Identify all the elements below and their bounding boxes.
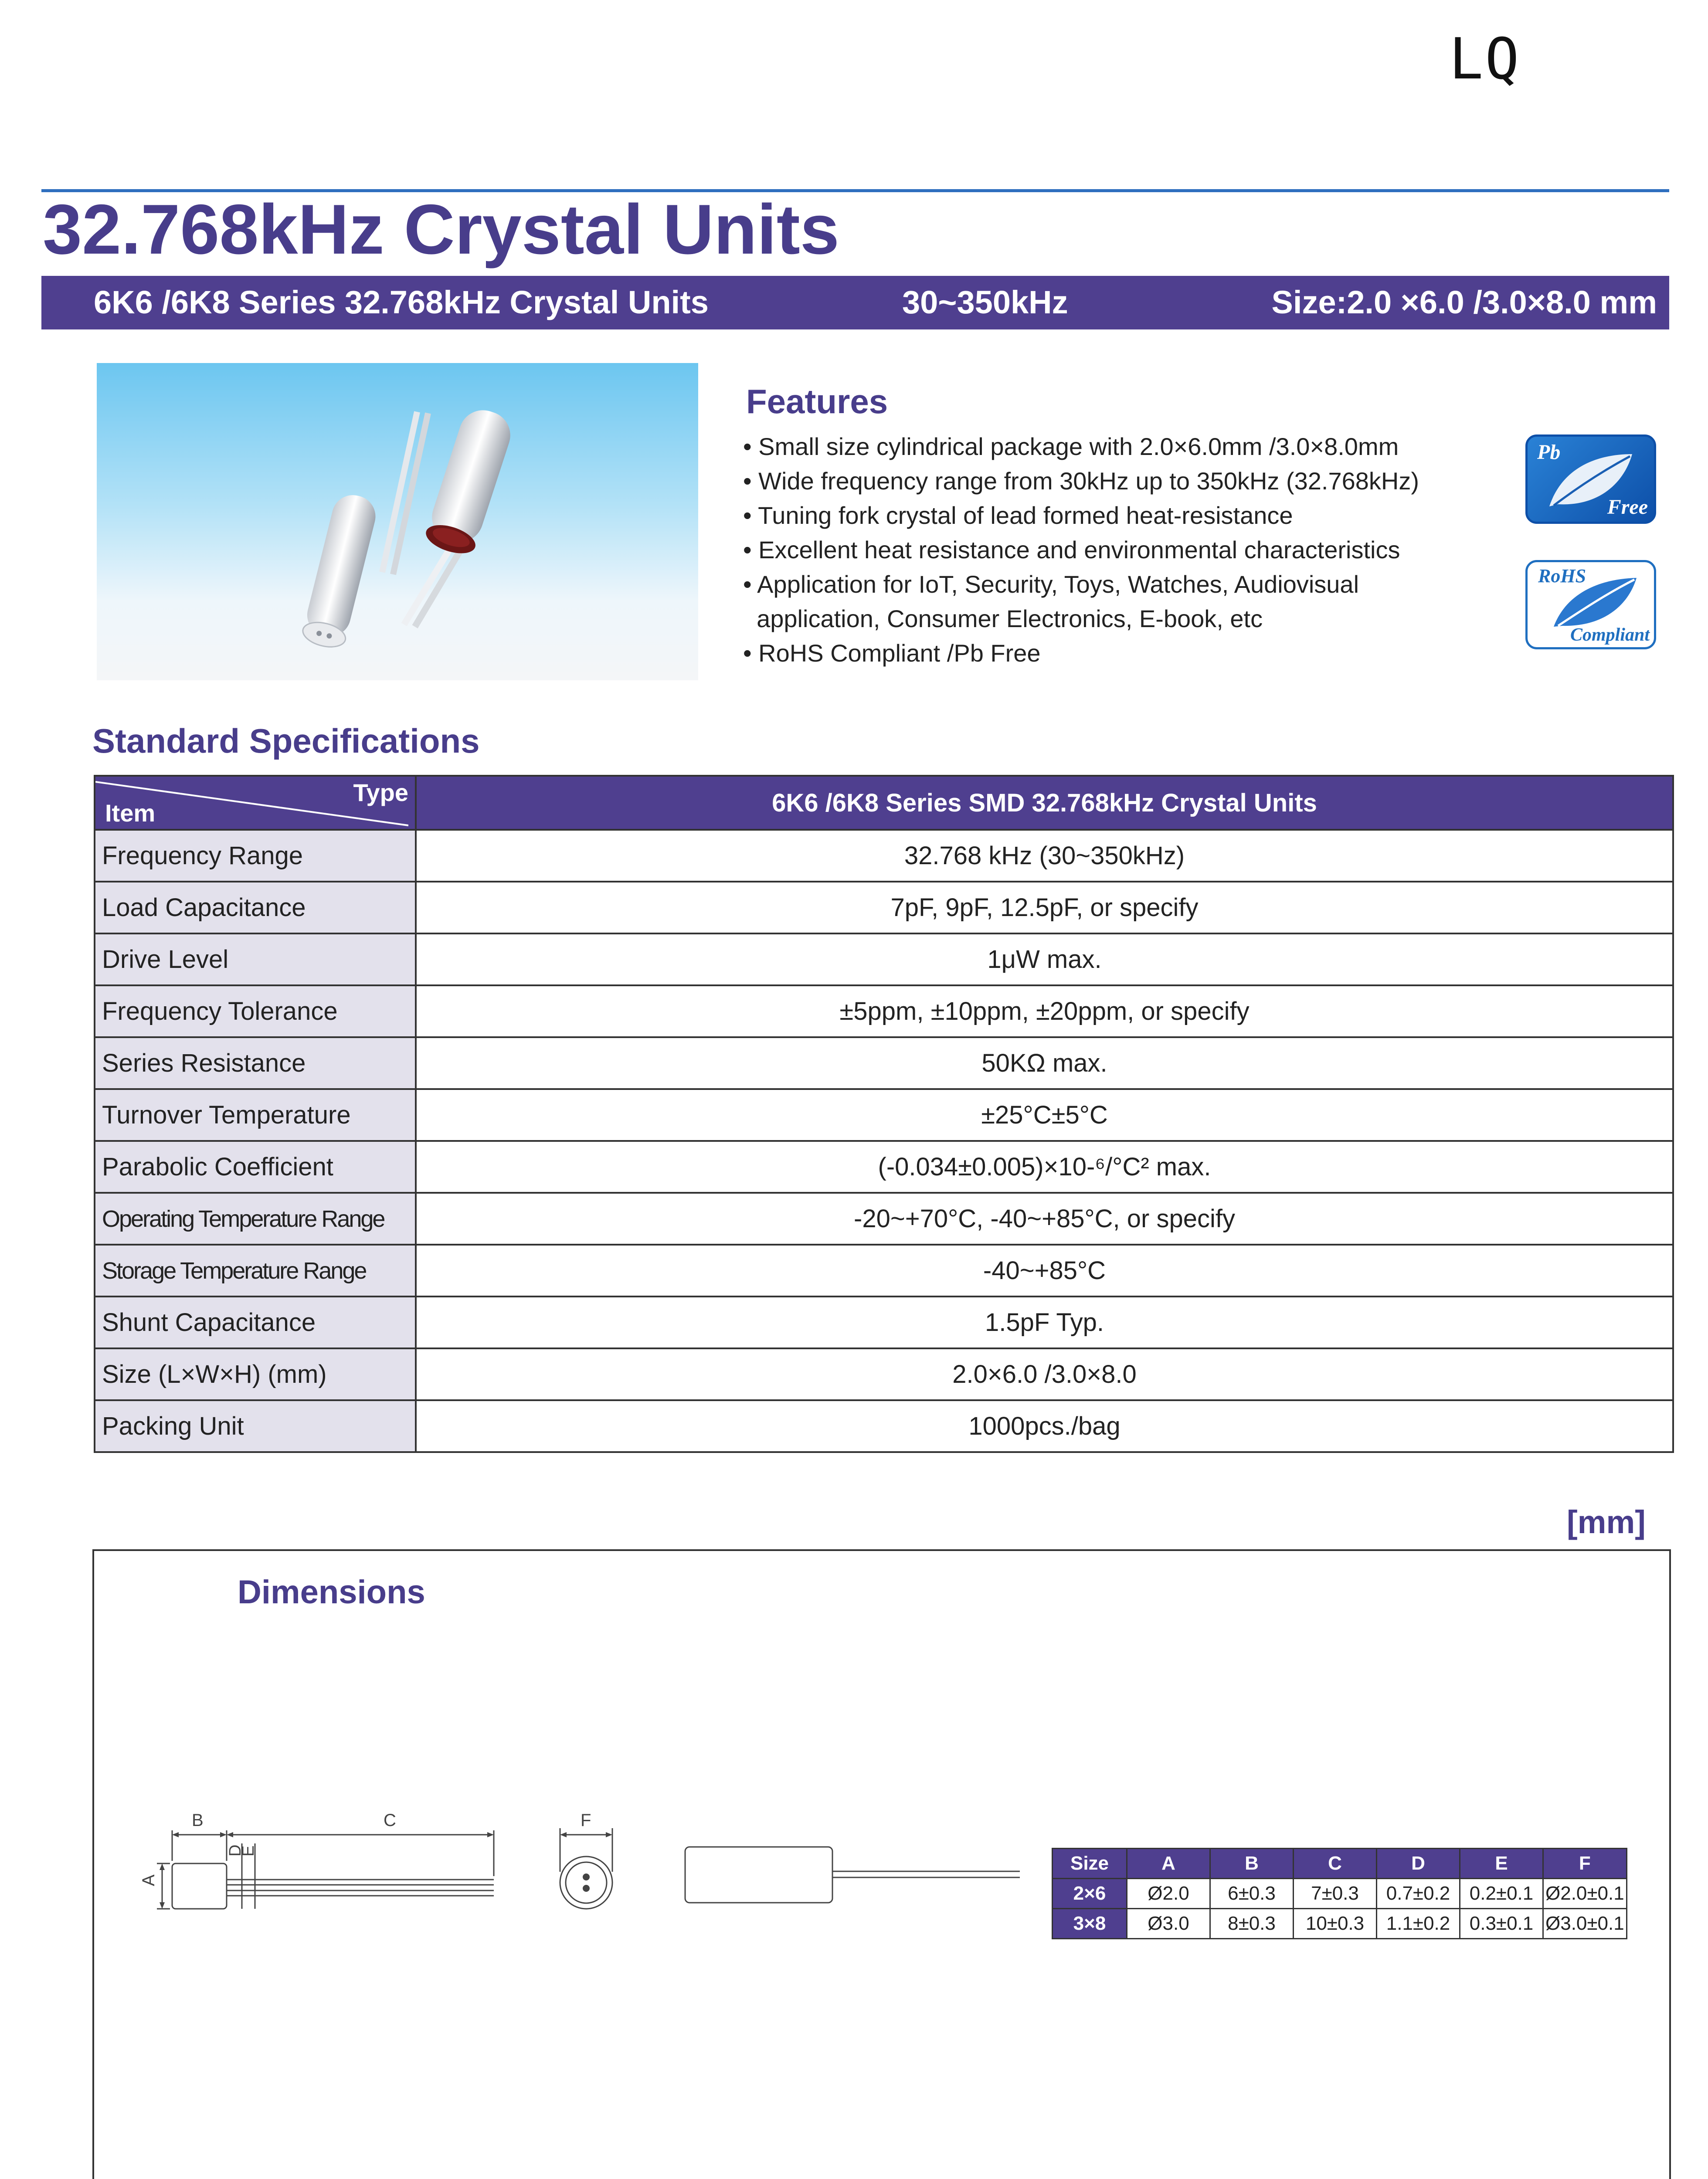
dim-header-row <box>1053 1849 1627 1879</box>
table-row <box>95 882 1673 933</box>
table-row <box>1053 1909 1627 1939</box>
dim-cell: 8±0.3 <box>1210 1909 1294 1939</box>
dim-label-b: B <box>192 1811 204 1830</box>
spec-item: Size (L×W×H) (mm) <box>95 1348 416 1400</box>
feature-item: • RoHS Compliant /Pb Free <box>743 636 1506 670</box>
spec-item: Load Capacitance <box>95 882 416 933</box>
spec-item: Shunt Capacitance <box>95 1297 416 1348</box>
spec-value: ±5ppm, ±10ppm, ±20ppm, or specify <box>416 985 1673 1037</box>
page-title: 32.768kHz Crystal Units <box>43 190 839 269</box>
pb-free-top: Pb <box>1537 441 1561 464</box>
band-series: 6K6 /6K8 Series 32.768kHz Crystal Units <box>94 284 709 320</box>
feature-item: • Excellent heat resistance and environmental characteristics <box>743 533 1506 567</box>
dim-cell: 0.7±0.2 <box>1377 1879 1460 1909</box>
dim-cell: 6±0.3 <box>1210 1879 1294 1909</box>
dimensions-heading: Dimensions <box>238 1574 425 1611</box>
spec-value: 1000pcs./bag <box>416 1400 1673 1452</box>
dim-header-cell: E <box>1460 1849 1543 1879</box>
rohs-top: RoHS <box>1538 565 1586 587</box>
spec-value: 32.768 kHz (30~350kHz) <box>416 830 1673 882</box>
spec-value: (-0.034±0.005)×10-⁶/°C² max. <box>416 1141 1673 1193</box>
spec-value: ±25°C±5°C <box>416 1089 1673 1141</box>
band-range: 30~350kHz <box>902 284 1068 320</box>
dim-cell: 0.2±0.1 <box>1460 1879 1543 1909</box>
spec-item: Turnover Temperature <box>95 1089 416 1141</box>
crystal-illustration <box>97 363 698 680</box>
dim-cell: Ø3.0±0.1 <box>1543 1909 1627 1939</box>
table-row <box>95 933 1673 985</box>
table-row <box>95 1089 1673 1141</box>
corner-item-label: Item <box>105 799 156 827</box>
dim-label-c: C <box>384 1811 396 1830</box>
dimensions-table <box>1052 1848 1627 1939</box>
specs-corner-cell <box>95 776 416 830</box>
spec-value: 1μW max. <box>416 933 1673 985</box>
table-row <box>95 1297 1673 1348</box>
rohs-badge <box>1525 560 1656 649</box>
dim-cell: 2×6 <box>1053 1879 1127 1909</box>
pb-free-badge <box>1525 434 1656 524</box>
table-row <box>95 985 1673 1037</box>
spec-item: Operating Temperature Range <box>95 1193 416 1245</box>
spec-value: 7pF, 9pF, 12.5pF, or specify <box>416 882 1673 933</box>
specs-header-row <box>95 776 1673 830</box>
spec-item: Drive Level <box>95 933 416 985</box>
series-band <box>41 276 1669 329</box>
features-list <box>743 429 1506 670</box>
dim-header-cell: C <box>1294 1849 1377 1879</box>
specs-heading: Standard Specifications <box>92 722 480 760</box>
dim-cell: 10±0.3 <box>1294 1909 1377 1939</box>
feature-item: application, Consumer Electronics, E-book, etc <box>757 605 1263 632</box>
corner-type-label: Type <box>353 779 408 806</box>
table-row <box>95 1037 1673 1089</box>
rohs-bottom: Compliant <box>1570 625 1650 645</box>
table-row <box>95 1141 1673 1193</box>
dim-label-d: D <box>226 1844 244 1857</box>
top-view-drawing <box>680 1839 1029 1909</box>
dim-header-cell: F <box>1543 1849 1627 1879</box>
pb-free-bottom: Free <box>1607 496 1648 519</box>
dim-cell: 3×8 <box>1053 1909 1127 1939</box>
dim-cell: 7±0.3 <box>1294 1879 1377 1909</box>
spec-value: 2.0×6.0 /3.0×8.0 <box>416 1348 1673 1400</box>
dim-cell: Ø3.0 <box>1127 1909 1210 1939</box>
dim-header-cell: B <box>1210 1849 1294 1879</box>
feature-item: • Wide frequency range from 30kHz up to 350kHz (32.768kHz) <box>743 464 1506 498</box>
feature-item: • Application for IoT, Security, Toys, Watches, Audiovisual <box>743 567 1506 601</box>
table-row <box>95 1400 1673 1452</box>
table-row <box>95 1193 1673 1245</box>
band-size: Size:2.0 ×6.0 /3.0×8.0 mm <box>1271 284 1657 320</box>
dim-cell: 0.3±0.1 <box>1460 1909 1543 1939</box>
specs-header-value: 6K6 /6K8 Series SMD 32.768kHz Crystal Units <box>416 776 1673 830</box>
side-view-drawing <box>122 1778 514 1935</box>
units-label: [mm] <box>1567 1504 1646 1540</box>
specs-table <box>94 775 1674 1453</box>
dim-label-f: F <box>581 1811 591 1830</box>
table-row <box>95 1245 1673 1297</box>
dim-label-e: E <box>239 1845 258 1857</box>
dim-header-cell: D <box>1377 1849 1460 1879</box>
dim-cell: 1.1±0.2 <box>1377 1909 1460 1939</box>
end-view-drawing <box>549 1778 628 1935</box>
spec-item: Series Resistance <box>95 1037 416 1089</box>
leaf-icon <box>1549 574 1641 631</box>
dim-cell: Ø2.0±0.1 <box>1543 1879 1627 1909</box>
spec-value: 50KΩ max. <box>416 1037 1673 1089</box>
features-heading: Features <box>746 382 888 421</box>
spec-value: -20~+70°C, -40~+85°C, or specify <box>416 1193 1673 1245</box>
dim-header-cell: A <box>1127 1849 1210 1879</box>
brand-logo: LQ <box>1449 26 1521 92</box>
feature-item: • Small size cylindrical package with 2.0×6.0mm /3.0×8.0mm <box>743 429 1506 464</box>
table-row <box>95 830 1673 882</box>
product-photo <box>97 363 698 680</box>
spec-item: Packing Unit <box>95 1400 416 1452</box>
dim-header-cell: Size <box>1053 1849 1127 1879</box>
spec-item: Frequency Range <box>95 830 416 882</box>
dim-cell: Ø2.0 <box>1127 1879 1210 1909</box>
table-row <box>95 1348 1673 1400</box>
spec-value: -40~+85°C <box>416 1245 1673 1297</box>
spec-item: Parabolic Coefficient <box>95 1141 416 1193</box>
spec-value: 1.5pF Typ. <box>416 1297 1673 1348</box>
feature-item: • Tuning fork crystal of lead formed heat-resistance <box>743 498 1506 533</box>
dim-label-a: A <box>139 1874 158 1886</box>
spec-item: Storage Temperature Range <box>95 1245 416 1297</box>
table-row <box>1053 1879 1627 1909</box>
spec-item: Frequency Tolerance <box>95 985 416 1037</box>
